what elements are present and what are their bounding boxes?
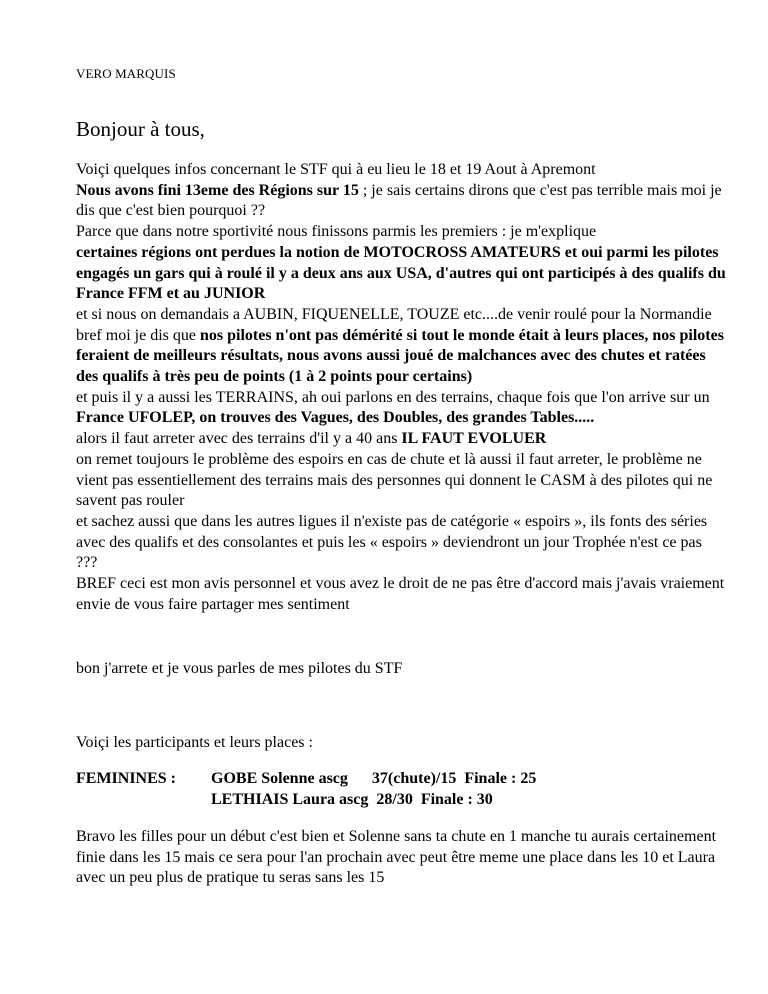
greeting-heading: Bonjour à tous, [76, 117, 205, 141]
ligues-text: et sachez aussi que dans les autres ligues il n'existe pas de catégorie « espoirs », ils fonts des séries avec des qualifs et des consolantes et puis les « espoirs » deviendront un jour Trophée n'est ce pas ??? [76, 512, 708, 572]
evolve-lead: alors il faut arreter avec des terrains d'il y a 40 ans [76, 430, 402, 448]
intro-text: Voiçi quelques infos concernant le STF qui à eu lieu le 18 et 19 Aout à Apremont [76, 161, 596, 178]
result-row: LETHIAIS Laura ascg 28/30 Finale : 30 [211, 790, 493, 808]
terrain-bold: France UFOLEP, on trouves des Vagues, des Doubles, des grandes Tables..... [76, 409, 595, 427]
author-header: VERO MARQUIS [76, 66, 176, 81]
bravo-paragraph: Bravo les filles pour un début c'est bien et Solenne sans ta chute en 1 manche tu aurais certainement finie dans les 15 mais ce sera pour l'an prochain avec peut être meme une place dans les 10 et Laura avec un peu plus de pratique tu seras sans les 15 [76, 828, 717, 887]
espoirs-text: on remet toujours le problème des espoirs en cas de chute et là aussi il faut arreter, le problème ne vient pas essentiellement des terrains mais des personnes qui donnent le CASM à des pilotes qui ne savent pas rouler [76, 450, 713, 510]
paragraph-intro [76, 160, 726, 615]
personal-opinion: BREF ceci est mon avis personnel et vous avez le droit de ne pas être d'accord mais j'avais vraiement envie de vous faire partager mes sentiment [76, 575, 725, 613]
category-label: FEMININES : [76, 770, 177, 787]
opinion-bold: nos pilotes n'ont pas démérité si tout le monde était à leurs places, nos pilotes feraient de meilleurs résultats, nous avons aussi joué de malchances avec des chutes et ratées des qualifs à très peu de points (1 à 2 points pour certains) [76, 326, 724, 386]
terrain-lead: et puis il y a aussi les TERRAINS, ah oui parlons en des terrains, chaque fois que l'on arrive sur un [76, 388, 710, 406]
ranking-statement: Nous avons fini 13eme des Régions sur 15 [76, 181, 359, 199]
evolve-bold: IL FAUT EVOLUER [401, 430, 547, 448]
riders-question: et si nous on demandais a AUBIN, FIQUENELLE, TOUZE etc....de venir roulé pour la Normandie [76, 305, 712, 323]
ranking-comment: ; je sais certains dirons que c'est pas terrible mais moi je dis que c'est bien pourquoi ?? [76, 181, 722, 220]
opinion-lead: bref moi je dis que [76, 326, 200, 344]
participants-intro: Voiçi les participants et leurs places : [76, 734, 313, 751]
closing-line: bon j'arrete et je vous parles de mes pilotes du STF [76, 660, 403, 677]
sportivity-text: Parce que dans notre sportivité nous finissons parmis les premiers : je m'explique [76, 223, 597, 241]
result-row: GOBE Solenne ascg 37(chute)/15 Finale : 25 [211, 770, 537, 787]
amateur-complaint: certaines régions ont perdues la notion de MOTOCROSS AMATEURS et oui parmi les pilotes engagés un gars qui à roulé il y a deux ans aux USA, d'autres qui ont participés à des qualifs du France FFM et au JUNIOR [76, 243, 726, 303]
letter-body [76, 160, 726, 615]
